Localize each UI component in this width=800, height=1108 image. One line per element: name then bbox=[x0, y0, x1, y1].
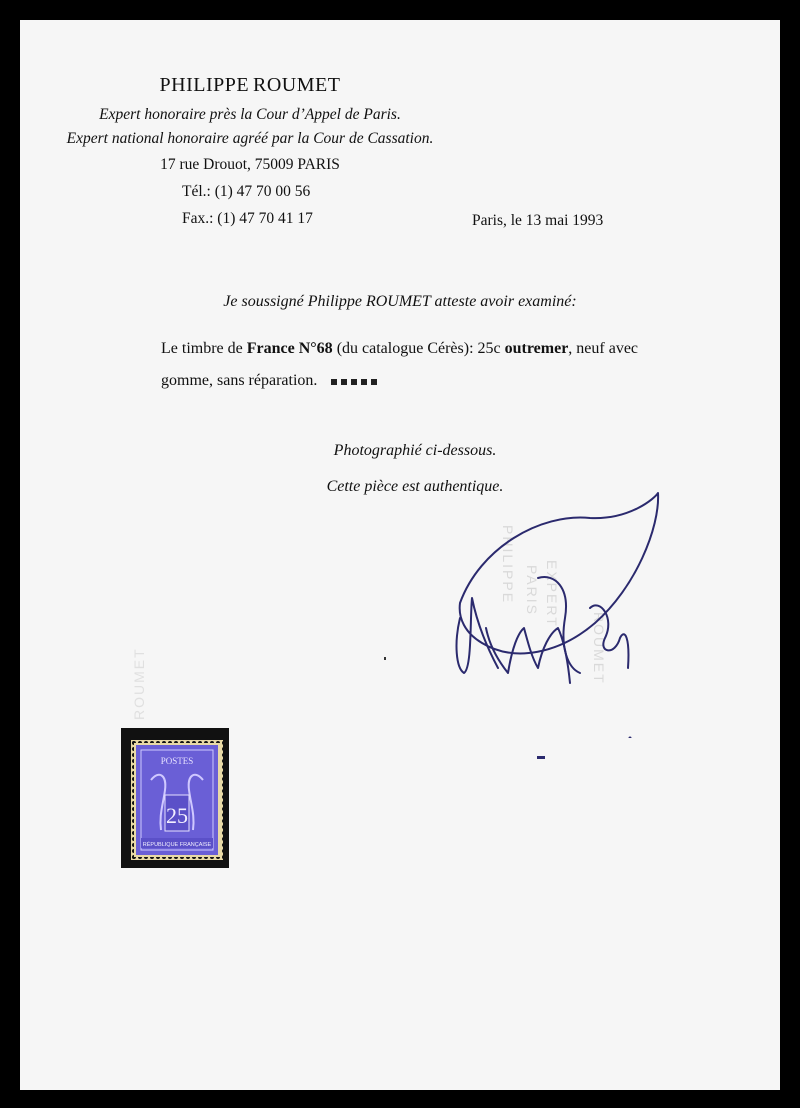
expert-address: 17 rue Drouot, 75009 PARIS bbox=[160, 156, 340, 173]
stamp-bottom-text: RÉPUBLIQUE FRANÇAISE bbox=[142, 842, 212, 848]
handstamp-line4: ROUMET bbox=[591, 612, 607, 685]
handstamp-line3: PARIS bbox=[524, 565, 540, 616]
handstamp-line1: PHILIPPE bbox=[500, 525, 516, 605]
authenticity-statement: Cette pièce est authentique. bbox=[326, 478, 504, 495]
expert-name: PHILIPPE ROUMET bbox=[159, 74, 341, 96]
signature-dash bbox=[537, 756, 545, 759]
filler-marks bbox=[331, 372, 381, 389]
expert-title-line2: Expert national honoraire agréé par la Cour de Cassation. bbox=[66, 130, 434, 147]
certificate-date: Paris, le 13 mai 1993 bbox=[472, 212, 604, 229]
handstamp-line2: EXPERT bbox=[544, 560, 560, 628]
expert-phone: Tél.: (1) 47 70 00 56 bbox=[182, 183, 311, 200]
stamp-description-line1: Le timbre de France N°68 (du catalogue Cérès): 25c outremer, neuf avec bbox=[161, 340, 639, 357]
stamp-description-line2: gomme, sans réparation. bbox=[161, 372, 381, 390]
expert-title-line1: Expert honoraire près la Cour d’Appel de Paris. bbox=[99, 106, 401, 123]
expert-fax: Fax.: (1) 47 70 41 17 bbox=[182, 210, 313, 227]
expert-signature bbox=[420, 468, 680, 738]
attestation-line: Je soussigné Philippe ROUMET atteste avoir examiné: bbox=[223, 293, 577, 310]
stamp-image bbox=[131, 740, 223, 860]
handstamp-side: ROUMET bbox=[131, 647, 147, 720]
stamp-value: 25 bbox=[166, 803, 188, 828]
photo-note: Photographié ci-dessous. bbox=[333, 442, 497, 459]
stamp-top-text: POSTES bbox=[160, 756, 194, 766]
speck bbox=[384, 657, 386, 660]
